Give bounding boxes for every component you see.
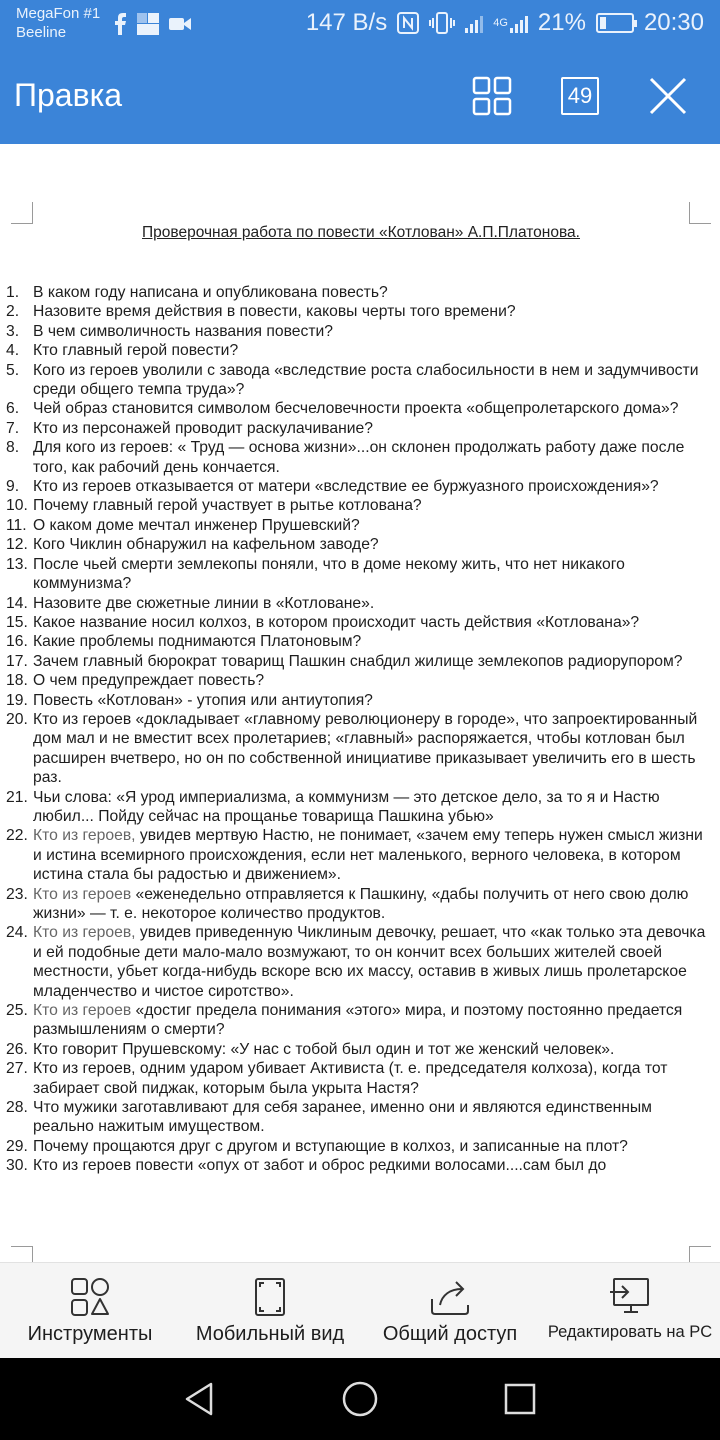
question-text: Для кого из героев: « Труд — основа жизни»...он склонен продолжать работу даже после того, как рабочий день кончается.: [33, 439, 685, 476]
notification-icons: [112, 12, 192, 36]
question-number: 7.: [6, 419, 20, 437]
edit-on-pc-icon: [608, 1277, 652, 1317]
question-text: Кто из героев повести «опух от забот и оброс редкими волосами....сам был до: [33, 1157, 607, 1175]
question-number: 12.: [6, 536, 28, 554]
edit-on-pc-label: Редактировать на PC: [547, 1323, 713, 1341]
page-title: Правка: [14, 77, 123, 113]
question-text: Повесть «Котлован» - утопия или антиутопия?: [33, 691, 373, 709]
question-text: О каком доме мечтал инженер Прушевский?: [33, 516, 360, 534]
question-number: 24.: [6, 924, 28, 942]
carrier-secondary: Beeline: [16, 24, 67, 41]
video-icon: [168, 15, 192, 33]
page-count-button[interactable]: 49: [561, 77, 599, 115]
question-item: [6, 826, 706, 884]
question-item: [6, 322, 706, 341]
question-number: 11.: [6, 516, 27, 534]
signal-2-icon: [510, 13, 528, 33]
page-corner-mark: [11, 1246, 33, 1262]
question-text: В каком году написана и опубликована повесть?: [33, 284, 388, 301]
question-item: [6, 496, 706, 515]
close-icon: [648, 76, 688, 116]
battery-icon: [596, 13, 634, 33]
question-text: О чем предупреждает повесть?: [33, 672, 265, 690]
question-item: [6, 399, 706, 418]
question-item: [6, 283, 706, 302]
question-item: [6, 419, 706, 438]
question-text: Кто говорит Прушевскому: «У нас с тобой был один и тот же женский человек».: [33, 1040, 615, 1058]
carrier-primary: MegaFon #1: [16, 5, 101, 22]
mobile-view-icon: [250, 1277, 290, 1317]
question-text: Кто главный герой повести?: [33, 342, 239, 360]
page-corner-mark: [689, 202, 711, 224]
gallery-icon: [136, 12, 160, 36]
apps-grid-button[interactable]: [472, 76, 512, 116]
question-item: [6, 613, 706, 632]
question-number: 3.: [6, 322, 20, 340]
recents-button[interactable]: [501, 1380, 539, 1418]
question-number: 16.: [6, 633, 28, 651]
facebook-icon: [112, 13, 128, 35]
question-text: Какое название носил колхоз, в котором происходит часть действия «Котлована»?: [33, 613, 640, 631]
question-text: [33, 1001, 706, 1040]
question-text: [33, 923, 706, 1001]
question-item: [6, 788, 706, 827]
question-number: 5.: [6, 361, 20, 379]
question-text: Кого Чиклин обнаружил на кафельном заводе?: [33, 536, 379, 554]
question-number: 1.: [6, 284, 20, 301]
question-number: 14.: [6, 594, 28, 612]
page-corner-mark: [689, 1246, 711, 1262]
home-button[interactable]: [341, 1380, 379, 1418]
question-item: [6, 341, 706, 360]
question-item: [6, 1040, 706, 1059]
question-item: [6, 652, 706, 671]
document-title: Проверочная работа по повести «Котлован» А.П.Платонова.: [142, 224, 580, 241]
battery-level: [600, 17, 606, 29]
question-number: 18.: [6, 672, 28, 690]
app-bar: [0, 48, 720, 144]
question-item: [6, 1137, 706, 1156]
question-item: [6, 594, 706, 613]
share-icon: [428, 1277, 472, 1317]
question-text: Почему прощаются друг с другом и вступающие в колхоз, и записанные на плот?: [33, 1137, 628, 1155]
system-status: [306, 9, 704, 37]
question-text: Что мужики заготавливают для себя заранее, именно они и являются единственным реально нажитым имуществом.: [33, 1099, 652, 1136]
question-list: [6, 283, 706, 1176]
question-number: 22.: [6, 827, 28, 845]
vibrate-icon: [429, 12, 455, 34]
question-number: 28.: [6, 1099, 28, 1117]
share-button[interactable]: [360, 1263, 540, 1359]
question-number: 25.: [6, 1002, 28, 1020]
tools-label: Инструменты: [27, 1323, 153, 1345]
back-button[interactable]: [181, 1380, 219, 1418]
question-text: Кого из героев уволили с завода «вследствие роста слабосильности в нем и задумчивости среди общего темпа труда»?: [33, 361, 699, 399]
battery-percent: 21%: [537, 9, 586, 36]
recents-icon: [501, 1380, 539, 1418]
question-item: [6, 302, 706, 321]
question-item: [6, 710, 706, 788]
share-label: Общий доступ: [382, 1323, 518, 1345]
question-number: 2.: [6, 303, 20, 321]
question-body: увидев мертвую Настю, не понимает, «зачем ему теперь нужен смысл жизни и истина всемирного происхождения, если нет маленького, верного человека, в котором истина стала бы радостью и движением».: [33, 827, 703, 884]
question-text: Какие проблемы поднимаются Платоновым?: [33, 633, 362, 651]
question-text: После чьей смерти землекопы поняли, что в доме некому жить, что нет никакого коммунизма?: [33, 555, 625, 593]
question-item: [6, 885, 706, 924]
question-text: Чьи слова: «Я урод империализма, а коммунизм — это детское дело, за то я и Настю любил... Пойду сейчас на прощанье товарища Пашкина убью»: [33, 788, 660, 825]
question-number: 9.: [6, 478, 20, 496]
question-number: 30.: [6, 1157, 28, 1175]
page-corner-mark: [11, 202, 33, 224]
question-number: 13.: [6, 555, 28, 573]
question-text: Назовите две сюжетные линии в «Котловане».: [33, 594, 375, 612]
status-bar: [0, 0, 720, 48]
question-number: 19.: [6, 691, 28, 709]
question-prefix: Кто из героев,: [33, 827, 136, 845]
question-text: Кто из героев «докладывает «главному революционеру в городе», что запроектированный дом мал и не вместит всех пролетариев; «главный» распоряжается, чтобы котлован был расширен вчетверо, но он по собственной инициативе приказывает увеличить его в шесть раз.: [33, 710, 698, 787]
document-view[interactable]: [0, 144, 720, 1262]
signal-1-icon: [465, 13, 483, 33]
apps-grid-icon: [472, 76, 512, 116]
question-number: 15.: [6, 613, 28, 631]
question-number: 4.: [6, 342, 20, 360]
question-body: увидев приведенную Чиклиным девочку, решает, что «как только эта девочка и ей подобные дети мало-мало возмужают, то он кончит всех больших жителей своей местности, убьет когда-нибудь вскоре всю их массу, оставив в живых лишь пролетарское младенчество и чистое сиротство».: [33, 924, 706, 1000]
question-number: 29.: [6, 1137, 28, 1155]
question-number: 23.: [6, 885, 28, 903]
navigation-bar: [0, 1358, 720, 1440]
clock: 20:30: [643, 9, 704, 36]
question-number: 17.: [6, 652, 28, 670]
question-item: [6, 1059, 706, 1098]
question-body: «достиг предела понимания «этого» мира, и поэтому постоянно предается размышлениям о смерти?: [33, 1002, 683, 1039]
network-type: 4G: [493, 16, 508, 29]
question-number: 20.: [6, 710, 28, 728]
question-item: [6, 1001, 706, 1040]
question-text: Кто из героев, одним ударом убивает Активиста (т. е. председателя колхоза), когда тот забирает свой пиджак, которым была укрыта Настя?: [33, 1060, 668, 1097]
question-number: 6.: [6, 400, 20, 418]
question-item: [6, 923, 706, 1001]
question-text: Кто из персонажей проводит раскулачивание?: [33, 419, 373, 437]
nfc-icon: [397, 12, 419, 34]
question-text: [33, 826, 706, 884]
question-item: [6, 1156, 706, 1175]
question-item: [6, 361, 706, 400]
question-text: Почему главный герой участвует в рытье котлована?: [33, 497, 422, 515]
question-item: [6, 632, 706, 651]
carrier-info: [16, 4, 100, 42]
question-item: [6, 1098, 706, 1137]
question-item: [6, 555, 706, 594]
tools-button[interactable]: [0, 1263, 180, 1359]
question-number: 10.: [6, 497, 28, 515]
question-number: 26.: [6, 1040, 28, 1058]
question-text: Зачем главный бюрократ товарищ Пашкин снабдил жилище землекопов радиорупором?: [33, 652, 683, 670]
question-item: [6, 477, 706, 496]
network-speed: 147 B/s: [305, 9, 388, 36]
question-prefix: Кто из героев,: [33, 924, 136, 942]
question-item: [6, 516, 706, 535]
question-text: В чем символичность названия повести?: [33, 322, 334, 340]
question-number: 21.: [6, 788, 28, 806]
question-item: [6, 438, 706, 477]
close-button[interactable]: [648, 76, 688, 116]
tools-icon: [70, 1277, 110, 1317]
question-text: Кто из героев отказывается от матери «вследствие ее буржуазного происхождения»?: [33, 478, 659, 496]
question-body: «еженедельно отправляется к Пашкину, «дабы получить от него свою долю жизни» — т. е. некоторое количество продуктов.: [33, 885, 689, 922]
question-item: [6, 535, 706, 554]
question-text: Чей образ становится символом бесчеловечности проекта «общепролетарского дома»?: [33, 400, 679, 418]
question-text: [33, 885, 706, 924]
question-number: 27.: [6, 1060, 28, 1078]
mobile-view-label: Мобильный вид: [195, 1323, 345, 1345]
edit-on-pc-button[interactable]: [540, 1263, 720, 1359]
question-item: [6, 671, 706, 690]
bottom-toolbar: [0, 1262, 720, 1358]
question-item: [6, 691, 706, 710]
question-prefix: Кто из героев: [33, 1002, 132, 1020]
question-prefix: Кто из героев: [33, 885, 132, 903]
question-number: 8.: [6, 439, 20, 457]
home-icon: [341, 1380, 379, 1418]
question-text: Назовите время действия в повести, каковы черты того времени?: [33, 303, 516, 321]
back-icon: [181, 1380, 219, 1418]
mobile-view-button[interactable]: [180, 1263, 360, 1359]
